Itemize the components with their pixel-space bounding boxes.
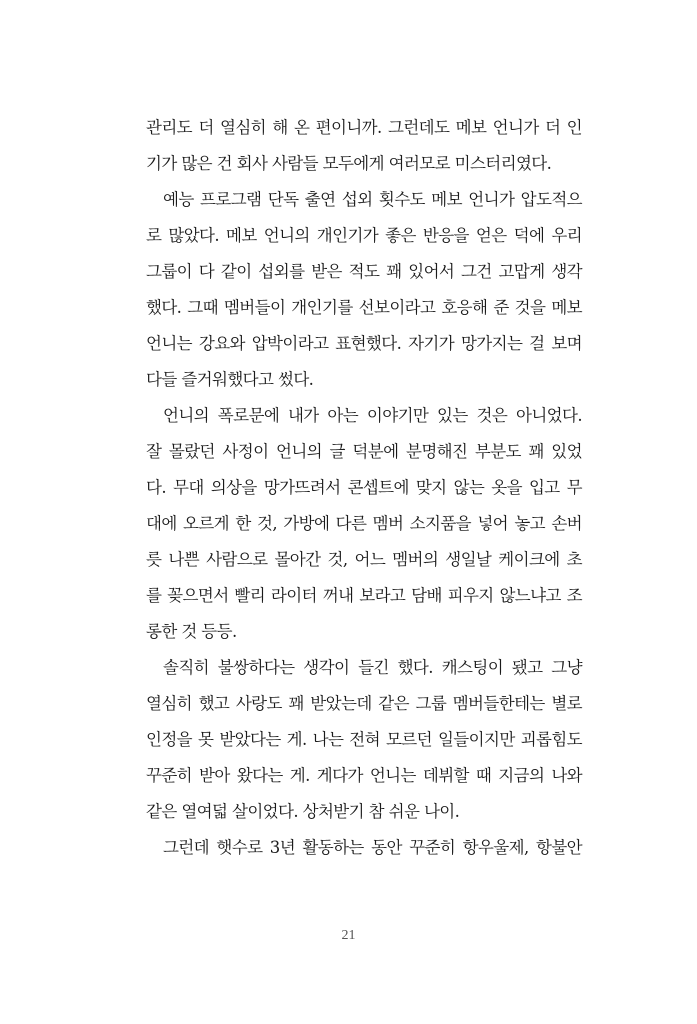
text-line: 그런데 햇수로 3년 활동하는 동안 꾸준히 항우울제, 항불안: [163, 838, 582, 857]
text-line: 관리도 더 열심히 해 온 편이니까. 그런데도 메보 언니가 더 인: [146, 118, 582, 137]
text-line: 기가 많은 건 회사 사람들 모두에게 여러모로 미스터리였다.: [146, 154, 552, 173]
page-number: 21: [341, 928, 356, 943]
text-line: 예능 프로그램 단독 출연 섭외 횟수도 메보 언니가 압도적으: [163, 190, 582, 209]
text-line: 언니는 강요와 압박이라고 표현했다. 자기가 망가지는 걸 보며: [146, 334, 582, 353]
text-line: 꾸준히 받아 왔다는 게. 게다가 언니는 데뷔할 때 지금의 나와: [146, 766, 582, 785]
text-line: 릇 나쁜 사람으로 몰아간 것, 어느 멤버의 생일날 케이크에 초: [146, 550, 582, 569]
text-line: 를 꽂으면서 빨리 라이터 꺼내 보라고 담배 피우지 않느냐고 조: [146, 586, 582, 605]
text-line: 같은 열여덟 살이었다. 상처받기 참 쉬운 나이.: [146, 802, 460, 821]
text-line: 다들 즐거워했다고 썼다.: [146, 370, 314, 389]
text-line: 솔직히 불쌍하다는 생각이 들긴 했다. 캐스팅이 됐고 그냥: [163, 658, 582, 677]
text-line: 그룹이 다 같이 섭외를 받은 적도 꽤 있어서 그건 고맙게 생각: [146, 262, 582, 281]
text-line: 대에 오르게 한 것, 가방에 다른 멤버 소지품을 넣어 놓고 손버: [146, 514, 582, 533]
text-line: 다. 무대 의상을 망가뜨려서 콘셉트에 맞지 않는 옷을 입고 무: [146, 478, 582, 497]
text-line: 인정을 못 받았다는 게. 나는 전혀 모르던 일들이지만 괴롭힘도: [146, 730, 582, 749]
text-line: 언니의 폭로문에 내가 아는 이야기만 있는 것은 아니었다.: [163, 406, 582, 425]
text-line: 잘 몰랐던 사정이 언니의 글 덕분에 분명해진 부분도 꽤 있었: [146, 442, 582, 461]
text-line: 로 많았다. 메보 언니의 개인기가 좋은 반응을 얻은 덕에 우리: [146, 226, 582, 245]
body-text: [146, 110, 582, 866]
text-line: 했다. 그때 멤버들이 개인기를 선보이라고 호응해 준 것을 메보: [146, 298, 582, 317]
text-line: 열심히 했고 사랑도 꽤 받았는데 같은 그룹 멤버들한테는 별로: [146, 694, 582, 713]
text-line: 롱한 것 등등.: [146, 622, 237, 641]
